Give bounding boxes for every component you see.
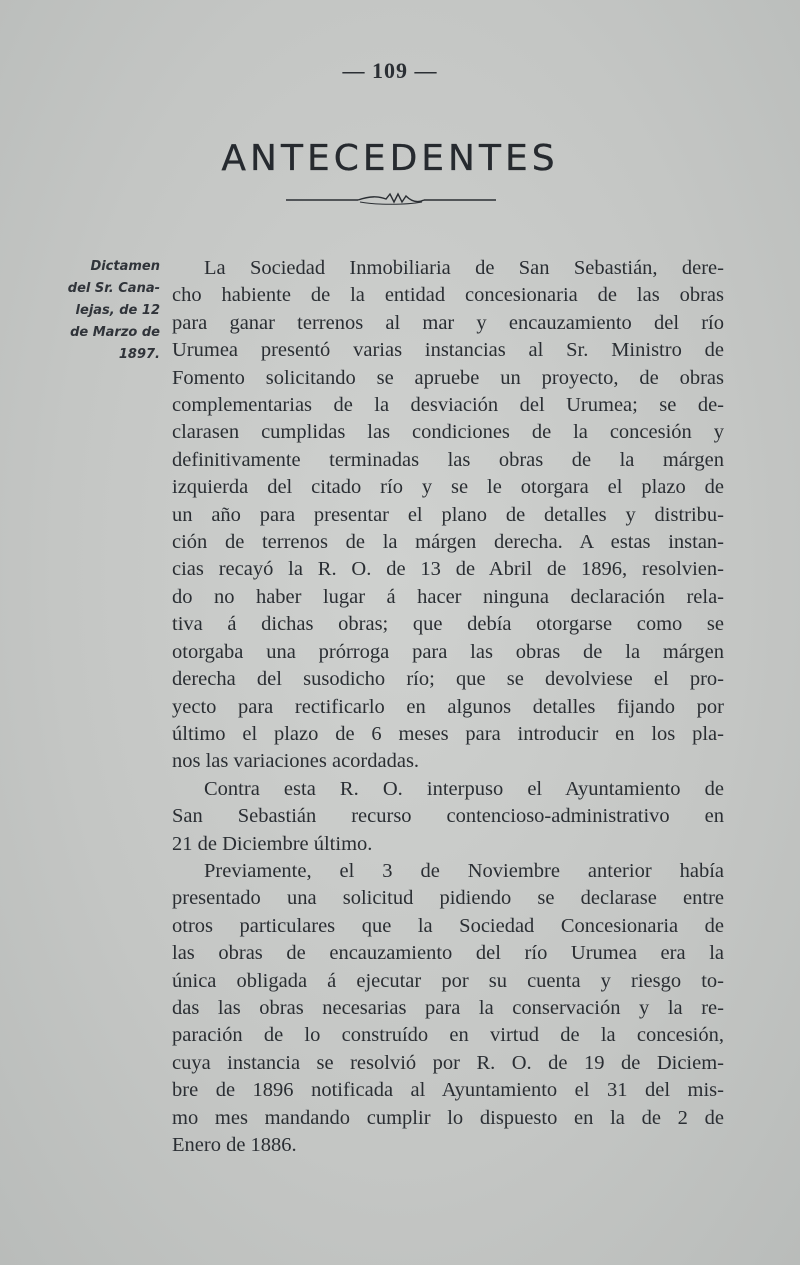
text-line: das las obras necesarias para la conservación y la re- <box>172 996 724 1019</box>
margin-note <box>50 256 160 366</box>
text-line: nos las variaciones acordadas. <box>172 750 420 773</box>
text-line: Urumea presentó varias instancias al Sr. Ministro de <box>172 339 724 362</box>
text-line: otorgaba una prórroga para las obras de la márgen <box>172 640 724 663</box>
text-line: cuya instancia se resolvió por R. O. de 19 de Diciem- <box>172 1051 724 1074</box>
text-line: último el plazo de 6 meses para introducir en los pla- <box>172 722 724 745</box>
text-line: bre de 1896 notificada al Ayuntamiento el 31 del mis- <box>172 1079 724 1102</box>
text-line: Previamente, el 3 de Noviembre anterior había <box>204 859 724 882</box>
margin-note-line: lejas, de 12 <box>75 303 160 318</box>
margin-note-line: 1897. <box>118 347 160 362</box>
text-line: única obligada á ejecutar por su cuenta y riesgo to- <box>172 969 724 992</box>
page-number: — 109 — <box>342 58 438 83</box>
body-text <box>172 255 724 1159</box>
text-line: cias recayó la R. O. de 13 de Abril de 1896, resolvien- <box>172 558 724 581</box>
margin-note-line: del Sr. Cana- <box>67 281 160 296</box>
text-line: presentado una solicitud pidiendo se declarase entre <box>172 887 724 910</box>
margin-note-line: Dictamen <box>90 259 160 274</box>
heading-ornament <box>286 188 496 210</box>
text-line: izquierda del citado río y se le otorgara el plazo de <box>172 476 724 499</box>
text-line: complementarias de la desviación del Urumea; se de- <box>172 394 724 417</box>
text-line: las obras de encauzamiento del río Urumea era la <box>172 942 724 965</box>
text-line: cho habiente de la entidad concesionaria de las obras <box>172 284 724 307</box>
text-line: Contra esta R. O. interpuso el Ayuntamiento de <box>204 777 724 800</box>
text-line: Enero de 1886. <box>172 1134 297 1156</box>
margin-note-line: de Marzo de <box>70 325 160 340</box>
text-line: paración de lo construído en virtud de la concesión, <box>172 1024 724 1047</box>
text-line: tiva á dichas obras; que debía otorgarse como se <box>172 613 724 636</box>
text-line: mo mes mandando cumplir lo dispuesto en la de 2 de <box>172 1106 724 1129</box>
text-line: definitivamente terminadas las obras de la márgen <box>172 448 724 471</box>
section-heading: ANTECEDENTES <box>221 138 559 179</box>
text-line: do no haber lugar á hacer ninguna declaración rela- <box>172 585 724 608</box>
text-line: 21 de Diciembre último. <box>172 832 373 855</box>
text-line: La Sociedad Inmobiliaria de San Sebastián, dere- <box>204 257 724 279</box>
text-line: Fomento solicitando se apruebe un proyecto, de obras <box>172 366 724 389</box>
text-line: clarasen cumplidas las condiciones de la concesión y <box>172 421 724 444</box>
text-line: un año para presentar el plano de detalles y distribu- <box>172 503 724 526</box>
text-line: yecto para rectificarlo en algunos detalles fijando por <box>172 695 724 718</box>
text-line: ción de terrenos de la márgen derecha. A estas instan- <box>172 531 724 554</box>
text-line: para ganar terrenos al mar y encauzamiento del río <box>172 311 724 334</box>
text-line: otros particulares que la Sociedad Concesionaria de <box>172 914 724 937</box>
text-line: derecha del susodicho río; que se devolviese el pro- <box>172 668 724 691</box>
text-line: San Sebastián recurso contencioso-administrativo en <box>172 805 724 828</box>
